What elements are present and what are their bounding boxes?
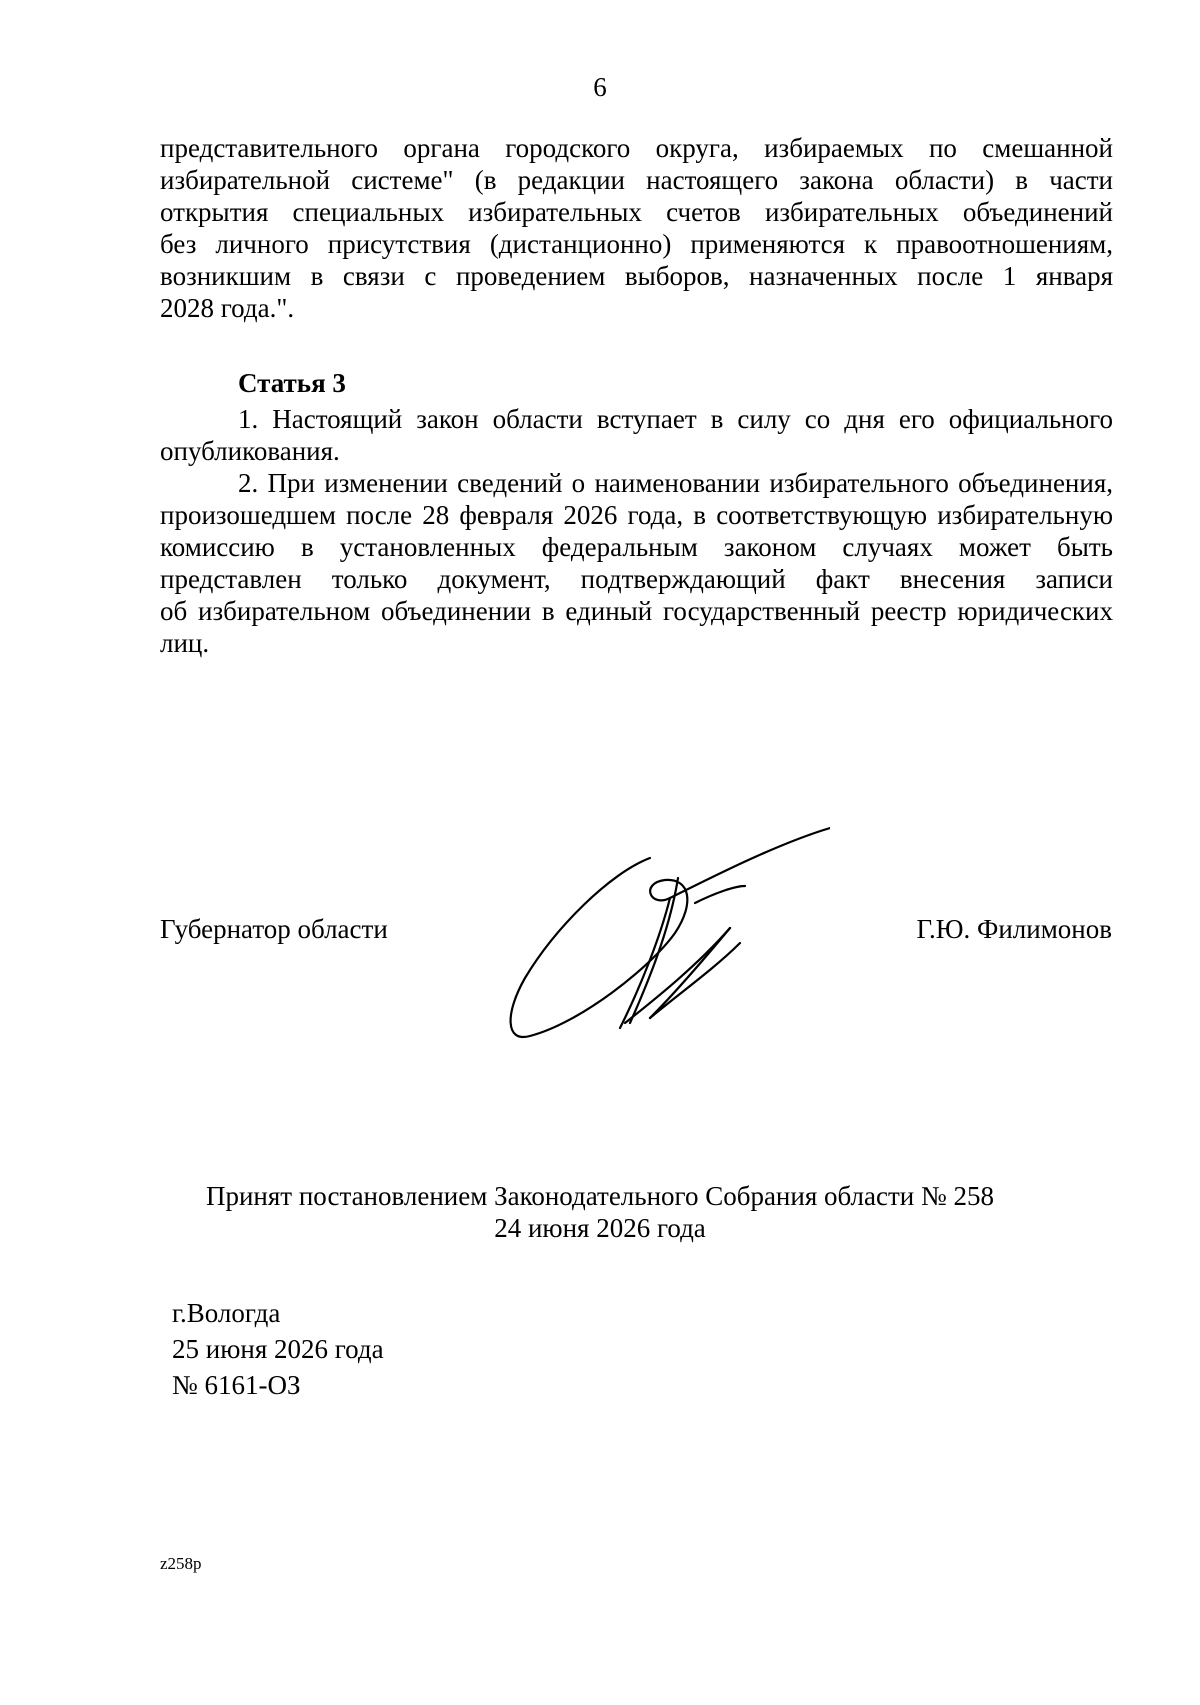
- article-heading: Статья 3: [238, 368, 346, 398]
- signer-name: Г.Ю. Филимонов: [916, 914, 1112, 944]
- law-number: № 6161-ОЗ: [172, 1370, 301, 1400]
- page-number: 6: [593, 72, 607, 102]
- paragraph-line: комиссию в установленных федеральным законом случаях может быть: [160, 532, 1113, 562]
- law-date: 25 июня 2026 года: [172, 1334, 384, 1364]
- paragraph-line: опубликования.: [160, 436, 340, 466]
- article-item-2: [160, 467, 1113, 659]
- paragraph-line: представительного органа городского округа, избираемых по смешанной: [160, 133, 1113, 163]
- adoption-line: Принят постановлением Законодательного Собрания области № 258: [205, 1181, 995, 1211]
- adoption-date: 24 июня 2026 года: [494, 1213, 706, 1243]
- paragraph-line: представлен только документ, подтверждающий факт внесения записи: [160, 564, 1113, 594]
- document-code: z258p: [160, 1554, 202, 1573]
- paragraph-line: 1. Настоящий закон области вступает в силу со дня его официального: [238, 404, 1113, 434]
- paragraph-line: открытия специальных избирательных счетов избирательных объединений: [160, 197, 1113, 227]
- paragraph-line: 2. При изменении сведений о наименовании избирательного объединения,: [238, 468, 1113, 498]
- position-title: Губернатор области: [160, 914, 388, 944]
- paragraph-line: 2028 года.".: [160, 293, 295, 323]
- handwritten-signature: [500, 818, 830, 1048]
- paragraph-line: лиц.: [160, 628, 210, 658]
- city: г.Вологда: [172, 1298, 281, 1328]
- adoption-note: [0, 1180, 1200, 1244]
- place-date-block: [172, 1295, 384, 1403]
- paragraph-line: без личного присутствия (дистанционно) применяются к правоотношениям,: [160, 229, 1113, 259]
- paragraph-line: произошедшем после 28 февраля 2026 года, в соответствующую избирательную: [160, 500, 1113, 530]
- paragraph-line: возникшим в связи с проведением выборов, назначенных после 1 января: [160, 261, 1113, 291]
- paragraph-line: об избирательном объединении в единый государственный реестр юридических: [160, 596, 1113, 626]
- article-item-1: [160, 403, 1113, 467]
- continuation-paragraph: [160, 132, 1113, 324]
- paragraph-line: избирательной системе" (в редакции настоящего закона области) в части: [160, 165, 1113, 195]
